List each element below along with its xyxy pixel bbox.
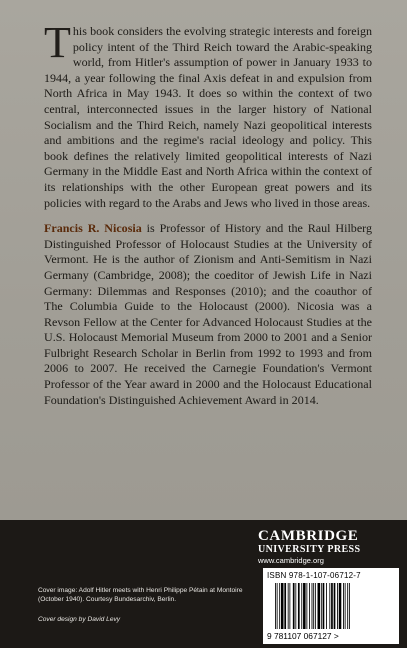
- barcode-number: 9 781107 067127 >: [267, 631, 339, 641]
- cover-image-credit: Cover image: Adolf Hitler meets with Henri Philippe Pétain at Montoire (October 1940). Courtesy Bundesarchiv, Berlin.: [38, 587, 243, 603]
- barcode-bar: [345, 583, 346, 629]
- barcode-bar: [318, 583, 321, 629]
- barcode-bar: [301, 583, 302, 629]
- publisher-name: CAMBRIDGE: [258, 528, 359, 544]
- barcode-bar: [306, 583, 307, 629]
- cover-design-credit: Cover design by David Levy: [38, 616, 121, 623]
- author-bio-text: is Professor of History and the Raul Hilberg Distinguished Professor of Holocaust Studies at the University of Vermont. He is the author of Zionism and Anti-Semitism in Nazi Germany (Cambridge, 2008); the coeditor of Jewish Life in Nazi Germany: Dilemmas and Responses (2010); and the coauthor of The Columbia Guide to the Holocaust (2000). Nicosia was a Revson Fellow at the Center for Advanced Holocaust Studies at the U.S. Holocaust Memorial Museum from 2000 to 2001 and a Senior Fulbright Research Scholar in Berlin from 1992 to 1993 and from 2006 to 2007. He received the Carnegie Foundation's Vermont Professor of the Year award in 2000 and the Holocaust Educational Foundation's Distinguished Achievement Award in 2014.: [44, 221, 372, 407]
- barcode-bar: [312, 583, 313, 629]
- barcode-bar: [334, 583, 336, 629]
- barcode-bar: [343, 583, 344, 629]
- barcode-bar: [337, 583, 338, 629]
- blurb-text: his book considers the evolving strategic interests and foreign policy intent of the Third Reich toward the Arabic-speaking world, from Hitler's assumption of power in January 1933 to 1944, a year following the final Axis defeat in and expulsion from North Africa in May 1943. It does so within the context of two central, interconnected issues in the larger history of National Socialism and the Third Reich, namely Nazi geopolitical interests and ambitions and the regime's racial ideology and policy. This book defines the relatively limited geopolitical interests of Nazi Germany in the Middle East and North Africa within the context of its relationships with the other European great powers and its policies with regard to the Arabs and Jews who lived in those areas.: [44, 24, 372, 210]
- barcode-bar: [289, 583, 290, 629]
- drop-cap: T: [44, 18, 71, 67]
- barcode-bar: [281, 583, 284, 629]
- barcode-bar: [295, 583, 296, 629]
- barcode-bar: [349, 583, 350, 629]
- barcode-bar: [284, 583, 286, 629]
- barcode-bar: [326, 583, 327, 629]
- barcode-bar: [321, 583, 322, 629]
- barcode-bar: [313, 583, 314, 629]
- publisher-subtitle: UNIVERSITY PRESS: [258, 544, 361, 555]
- barcode-bar: [331, 583, 333, 629]
- publisher-url: www.cambridge.org: [258, 556, 324, 565]
- barcode-bar: [279, 583, 280, 629]
- author-bio: [44, 221, 372, 408]
- barcode-bar: [323, 583, 325, 629]
- cover-footer: [0, 520, 407, 648]
- barcode-bar: [339, 583, 342, 629]
- barcode-bar: [329, 583, 330, 629]
- barcode-icon: [267, 583, 395, 641]
- barcode-bar: [277, 583, 278, 629]
- barcode-bar: [309, 583, 310, 629]
- barcode-box: [263, 568, 399, 644]
- barcode-bar: [298, 583, 300, 629]
- publisher-logo: [258, 528, 398, 566]
- book-blurb: [44, 18, 372, 211]
- barcode-bar: [347, 583, 348, 629]
- cover-text-block: [44, 18, 372, 408]
- barcode-bar: [275, 583, 276, 629]
- author-name: Francis R. Nicosia: [44, 221, 142, 236]
- barcode-bar: [293, 583, 295, 629]
- isbn-label: ISBN 978-1-107-06712-7: [267, 571, 361, 580]
- barcode-bar: [303, 583, 306, 629]
- barcode-bar: [315, 583, 316, 629]
- barcode-bar: [288, 583, 289, 629]
